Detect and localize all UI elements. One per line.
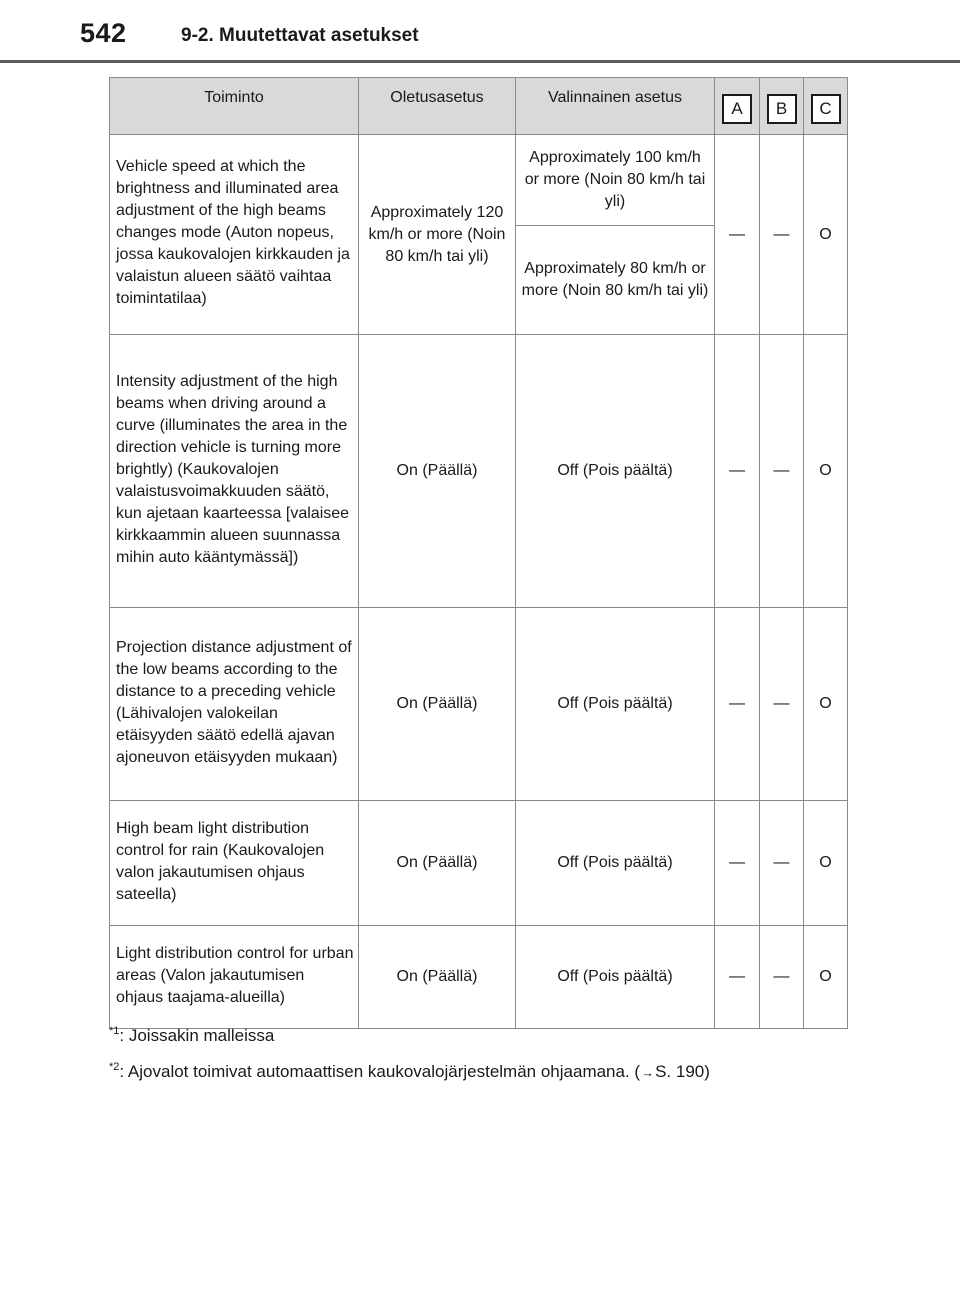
column-header-b: [760, 78, 804, 135]
mark-b-cell: —: [760, 801, 804, 926]
table-row: [110, 926, 848, 1029]
footnote-marker: *2: [109, 1061, 120, 1073]
mark-c-cell: O: [804, 608, 848, 801]
section-title: 9-2. Muutettavat asetukset: [181, 25, 419, 46]
column-header-function: Toiminto: [110, 78, 359, 135]
table-row: [110, 135, 848, 226]
function-cell: High beam light distribution control for rain (Kaukovalojen valon jakautumisen ohjaus sateella): [110, 801, 359, 926]
column-header-default: Oletusasetus: [359, 78, 516, 135]
default-cell: Approximately 120 km/h or more (Noin 80 km/h tai yli): [359, 135, 516, 335]
column-b-label: B: [767, 94, 797, 124]
mark-b-cell: —: [760, 135, 804, 335]
mark-a-cell: —: [715, 335, 760, 608]
default-cell: On (Päällä): [359, 801, 516, 926]
optional-cell: Off (Pois päältä): [516, 926, 715, 1029]
default-cell: On (Päällä): [359, 608, 516, 801]
header-divider: [0, 60, 960, 63]
default-cell: On (Päällä): [359, 335, 516, 608]
page-number: 542: [80, 18, 127, 48]
mark-a-cell: —: [715, 135, 760, 335]
mark-b-cell: —: [760, 608, 804, 801]
arrow-right-icon: →: [641, 1065, 655, 1080]
optional-cell: Approximately 80 km/h or more (Noin 80 km/h tai yli): [516, 226, 715, 335]
footnote-text: : Ajovalot toimivat automaattisen kaukovalojärjestelmän ohjaamana. (: [119, 1062, 641, 1081]
footnotes: [109, 1020, 909, 1093]
function-cell: Vehicle speed at which the brightness and illuminated area adjustment of the high beams changes mode (Auton nopeus, jossa kaukovalojen kirkkauden ja valaistun alueen säätö vaihtaa toimintatilaa): [110, 135, 359, 335]
mark-c-cell: O: [804, 335, 848, 608]
footnote-marker: *1: [109, 1025, 120, 1037]
page-header: [0, 0, 960, 62]
settings-table: [109, 77, 848, 1029]
page-reference-link[interactable]: S. 190): [655, 1062, 710, 1081]
footnote-2: [109, 1056, 909, 1084]
function-cell: Light distribution control for urban areas (Valon jakautumisen ohjaus taajama-alueilla): [110, 926, 359, 1029]
default-cell: On (Päällä): [359, 926, 516, 1029]
mark-b-cell: —: [760, 926, 804, 1029]
optional-cell: Off (Pois päältä): [516, 801, 715, 926]
mark-a-cell: —: [715, 926, 760, 1029]
column-c-label: C: [811, 94, 841, 124]
function-cell: Intensity adjustment of the high beams when driving around a curve (illuminates the area in the direction vehicle is turning more brightly) (Kaukovalojen valaistusvoimakkuuden säätö, kun ajetaan kaarteessa [valaisee kirkkaammin alueen suunnassa mihin auto kääntymässä]): [110, 335, 359, 608]
table-row: [110, 335, 848, 608]
function-cell: Projection distance adjustment of the low beams according to the distance to a preceding vehicle (Lähivalojen valokeilan etäisyyden säätö edellä ajavan ajoneuvon etäisyyden mukaan): [110, 608, 359, 801]
column-header-optional: Valinnainen asetus: [516, 78, 715, 135]
mark-a-cell: —: [715, 608, 760, 801]
mark-c-cell: O: [804, 926, 848, 1029]
footnote-1: [109, 1020, 909, 1047]
optional-cell: Off (Pois päältä): [516, 608, 715, 801]
mark-a-cell: —: [715, 801, 760, 926]
table-header-row: [110, 78, 848, 135]
column-header-c: [804, 78, 848, 135]
column-header-a: [715, 78, 760, 135]
mark-b-cell: —: [760, 335, 804, 608]
table-row: [110, 801, 848, 926]
column-a-label: A: [722, 94, 752, 124]
optional-cell: Approximately 100 km/h or more (Noin 80 km/h tai yli): [516, 135, 715, 226]
optional-cell: Off (Pois päältä): [516, 335, 715, 608]
mark-c-cell: O: [804, 801, 848, 926]
table-row: [110, 608, 848, 801]
mark-c-cell: O: [804, 135, 848, 335]
footnote-text: : Joissakin malleissa: [119, 1026, 275, 1045]
